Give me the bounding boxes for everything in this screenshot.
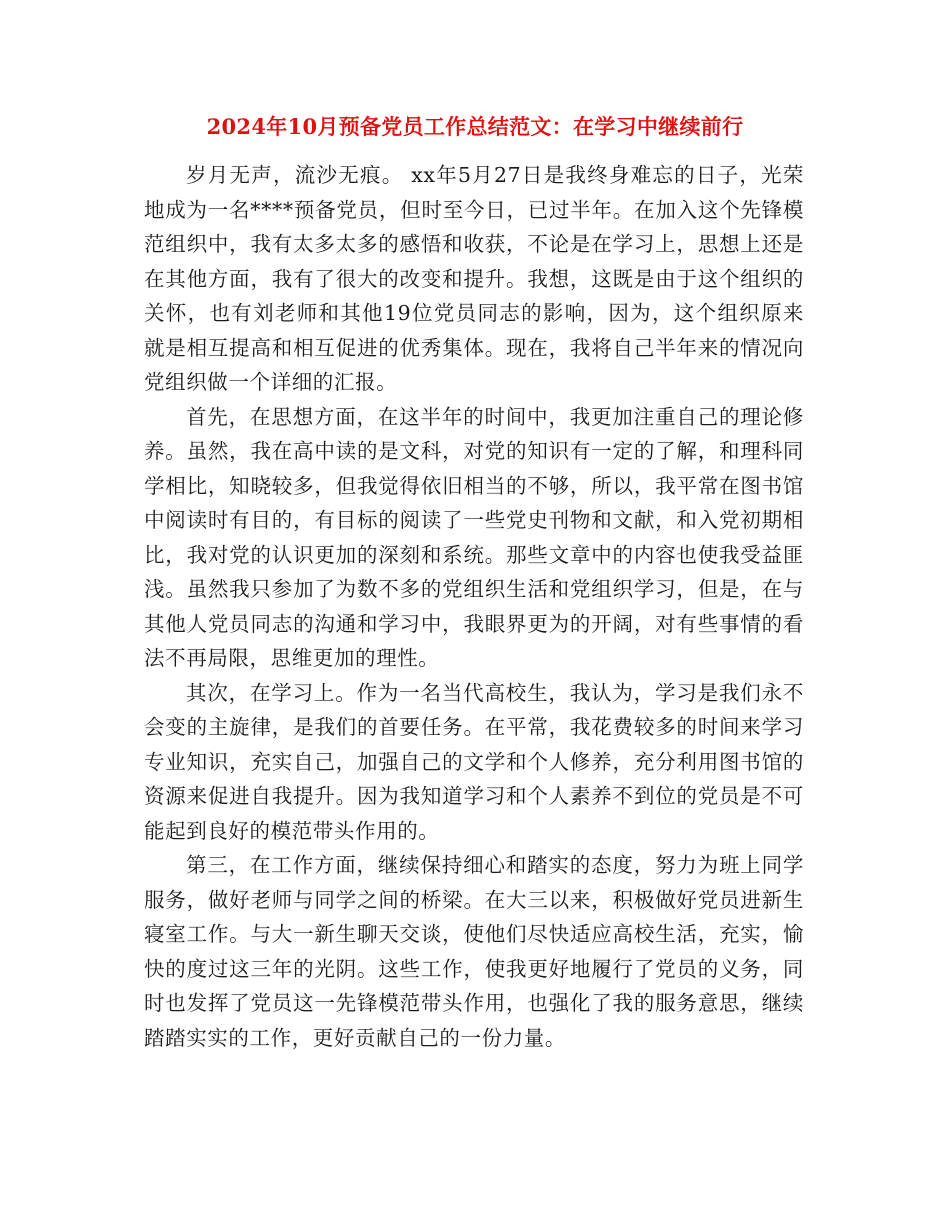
document-title: 2024年10月预备党员工作总结范文：在学习中继续前行 xyxy=(206,114,744,139)
paragraph-study: 其次，在学习上。作为一名当代高校生，我认为，学习是我们永不会变的主旋律，是我们的首要任务。在平常，我花费较多的时间来学习专业知识，充实自己，加强自己的文学和个人修养，充分利用图书馆的资源来促进自我提升。因为我知道学习和个人素养不到位的党员是不可能起到良好的模范带头作用的。 xyxy=(144,680,804,843)
paragraph-thought: 首先，在思想方面，在这半年的时间中，我更加注重自己的理论修养。虽然，我在高中读的是文科，对党的知识有一定的了解，和理科同学相比，知晓较多，但我觉得依旧相当的不够，所以，我平常在图书馆中阅读时有目的，有目标的阅读了一些党史刊物和文献，和入党初期相比，我对党的认识更加的深刻和系统。那些文章中的内容也使我受益匪浅。虽然我只参加了为数不多的党组织生活和党组织学习，但是，在与其他人党员同志的沟通和学习中，我眼界更为的开阔，对有些事情的看法不再局限，思维更加的理性。 xyxy=(144,404,804,670)
paragraph-work: 第三，在工作方面，继续保持细心和踏实的态度，努力为班上同学服务，做好老师与同学之间的桥梁。在大三以来，积极做好党员进新生寝室工作。与大一新生聊天交谈，使他们尽快适应高校生活，充实，愉快的度过这三年的光阴。这些工作，使我更好地履行了党员的义务，同时也发挥了党员这一先锋模范带头作用，也强化了我的服务意思，继续踏踏实实的工作，更好贡献自己的一份力量。 xyxy=(144,853,804,1050)
paragraph-intro: 岁月无声，流沙无痕。 xx年5月27日是我终身难忘的日子，光荣地成为一名****预备党员，但时至今日，已过半年。在加入这个先锋模范组织中，我有太多太多的感悟和收获，不论是在学习上，思想上还是在其他方面，我有了很大的改变和提升。我想，这既是由于这个组织的关怀，也有刘老师和其他19位党员同志的影响，因为，这个组织原来就是相互提高和相互促进的优秀集体。现在，我将自己半年来的情况向党组织做一个详细的汇报。 xyxy=(144,163,804,394)
document-body xyxy=(144,158,804,1055)
